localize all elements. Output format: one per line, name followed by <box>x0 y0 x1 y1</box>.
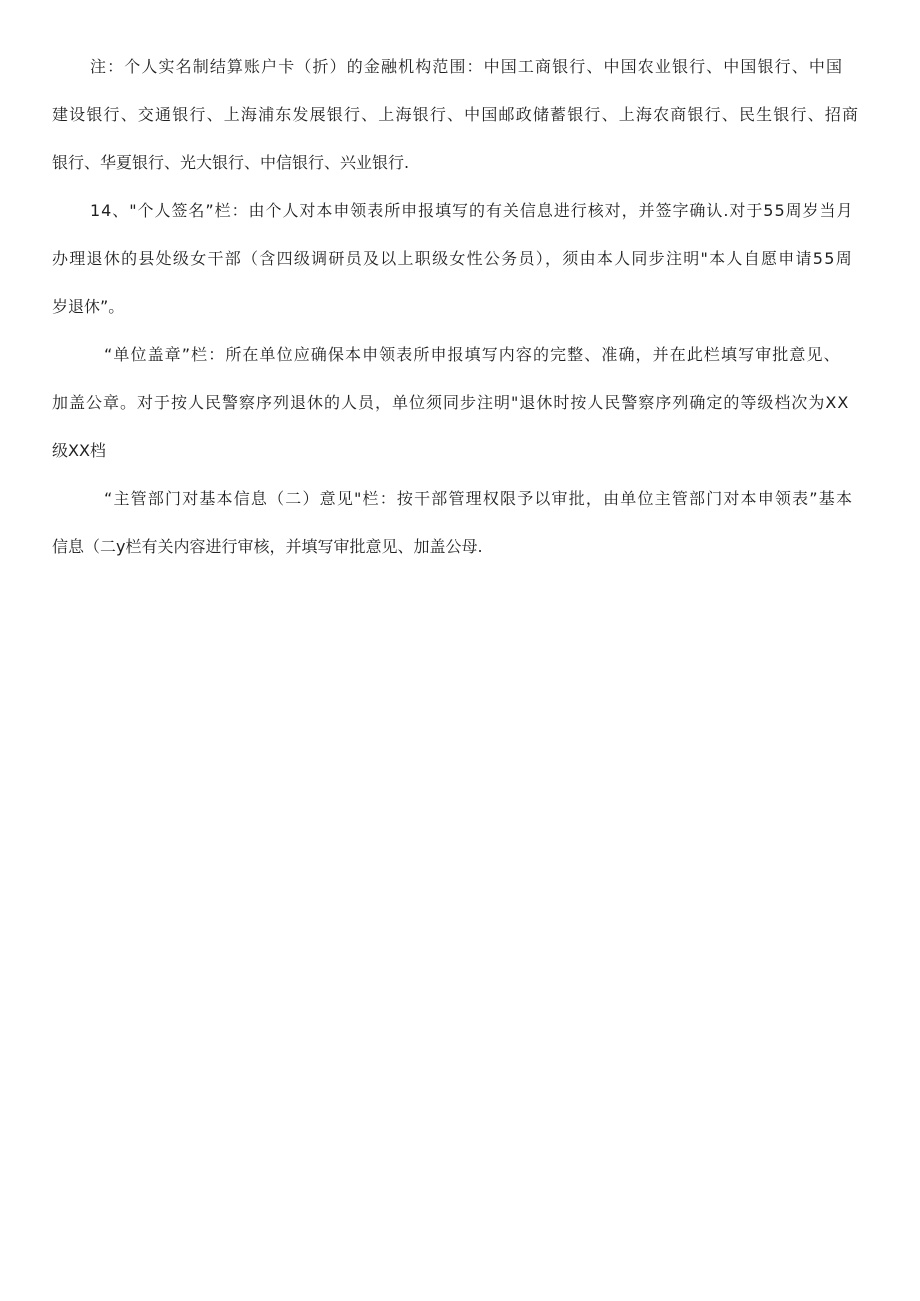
supervisor-paragraph-line-2: 信息（二y栏有关内容进行审核，并填写审批意见、加盖公母. <box>52 537 483 556</box>
note-paragraph-line-3: 银行、华夏银行、光大银行、中信银行、兴业银行. <box>52 153 410 172</box>
note-paragraph-line-1: 注：个人实名制结算账户卡（折）的金融机构范围：中国工商银行、中国农业银行、中国银行、中国 <box>90 57 844 76</box>
unit-seal-paragraph-line-3: 级XX档 <box>52 441 106 460</box>
unit-seal-paragraph-line-1: “单位盖章”栏：所在单位应确保本申领表所申报填写内容的完整、准确，并在此栏填写审批意见、 <box>104 345 841 364</box>
supervisor-paragraph-line-1: “主管部门对基本信息（二）意见"栏：按干部管理权限予以审批，由单位主管部门对本申领表”基本 <box>104 489 854 508</box>
unit-seal-paragraph-line-2: 加盖公章。对于按人民警察序列退休的人员，单位须同步注明"退休时按人民警察序列确定的等级档次为XX <box>52 393 850 412</box>
signature-paragraph-line-1: 14、"个人签名”栏：由个人对本申领表所申报填写的有关信息进行核对，并签字确认.对于55周岁当月 <box>90 201 854 220</box>
signature-paragraph-line-3: 岁退休”。 <box>52 297 125 316</box>
note-paragraph-line-2: 建设银行、交通银行、上海浦东发展银行、上海银行、中国邮政储蓄银行、上海农商银行、民生银行、招商 <box>52 105 860 124</box>
signature-paragraph-line-2: 办理退休的县处级女干部（含四级调研员及以上职级女性公务员），须由本人同步注明"本人自愿申请55周 <box>52 249 853 268</box>
